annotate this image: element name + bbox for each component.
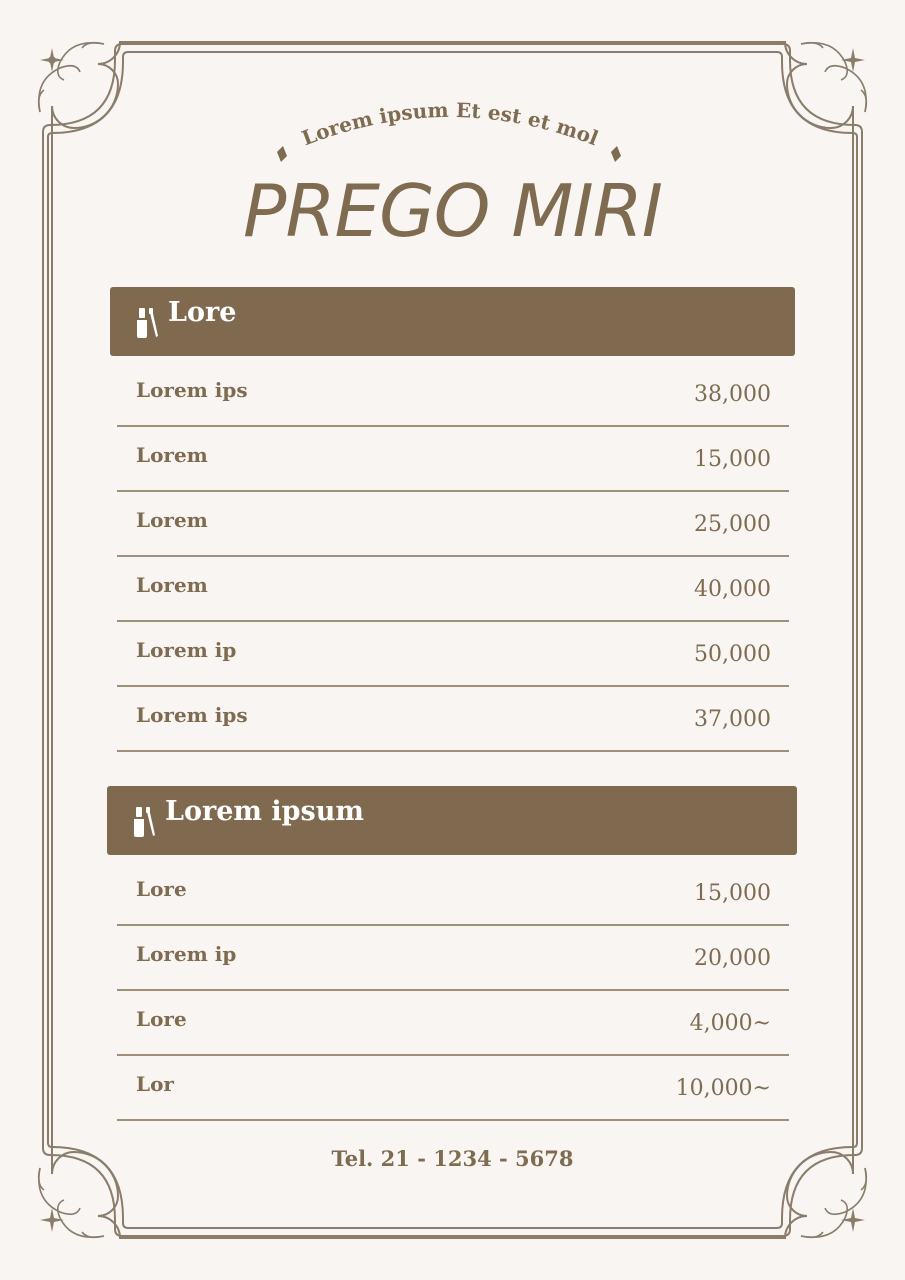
subtitle: Lorem ipsum Et est et mol — [298, 97, 602, 151]
item-name: Lorem ips — [136, 378, 248, 402]
item-name: Lorem ips — [136, 703, 248, 727]
menu-item-row — [117, 622, 789, 687]
phone-number: Tel. 21 - 1234 - 5678 — [331, 1146, 574, 1171]
item-price: 50,000 — [694, 642, 771, 667]
item-name: Lore — [136, 1007, 187, 1031]
item-name: Lor — [136, 1072, 174, 1096]
section-header-1 — [110, 287, 795, 356]
svg-text:Lorem ipsum Et est et mol — [298, 98, 602, 151]
item-price: 37,000 — [694, 707, 771, 732]
menu-item-row — [117, 492, 789, 557]
section-title: Lore — [168, 297, 237, 328]
section-title: Lorem ipsum — [165, 796, 364, 827]
item-name: Lorem — [136, 508, 208, 532]
item-name: Lorem — [136, 573, 208, 597]
item-price: 40,000 — [694, 577, 771, 602]
item-name: Lorem ip — [136, 638, 237, 662]
menu-item-row — [117, 687, 789, 752]
item-price: 25,000 — [694, 512, 771, 537]
menu-item-row — [117, 991, 789, 1056]
bottle-icon — [133, 805, 157, 839]
menu-item-row — [117, 427, 789, 492]
item-name: Lore — [136, 877, 187, 901]
left-diamond-ornament — [277, 146, 287, 162]
item-price: 10,000~ — [675, 1076, 771, 1101]
section-header-2 — [107, 786, 797, 855]
item-name: Lorem ip — [136, 942, 237, 966]
menu-item-row — [117, 557, 789, 622]
item-price: 15,000 — [694, 447, 771, 472]
item-price: 38,000 — [694, 382, 771, 407]
item-price: 15,000 — [694, 881, 771, 906]
page-title: PREGO MIRI — [243, 169, 662, 253]
item-price: 4,000~ — [689, 1011, 771, 1036]
item-name: Lorem — [136, 443, 208, 467]
menu-item-row — [117, 926, 789, 991]
bottle-icon — [136, 306, 160, 340]
menu-item-row — [117, 861, 789, 926]
menu-item-row — [117, 1056, 789, 1121]
item-price: 20,000 — [694, 946, 771, 971]
right-diamond-ornament — [611, 146, 621, 162]
menu-item-row — [117, 362, 789, 427]
